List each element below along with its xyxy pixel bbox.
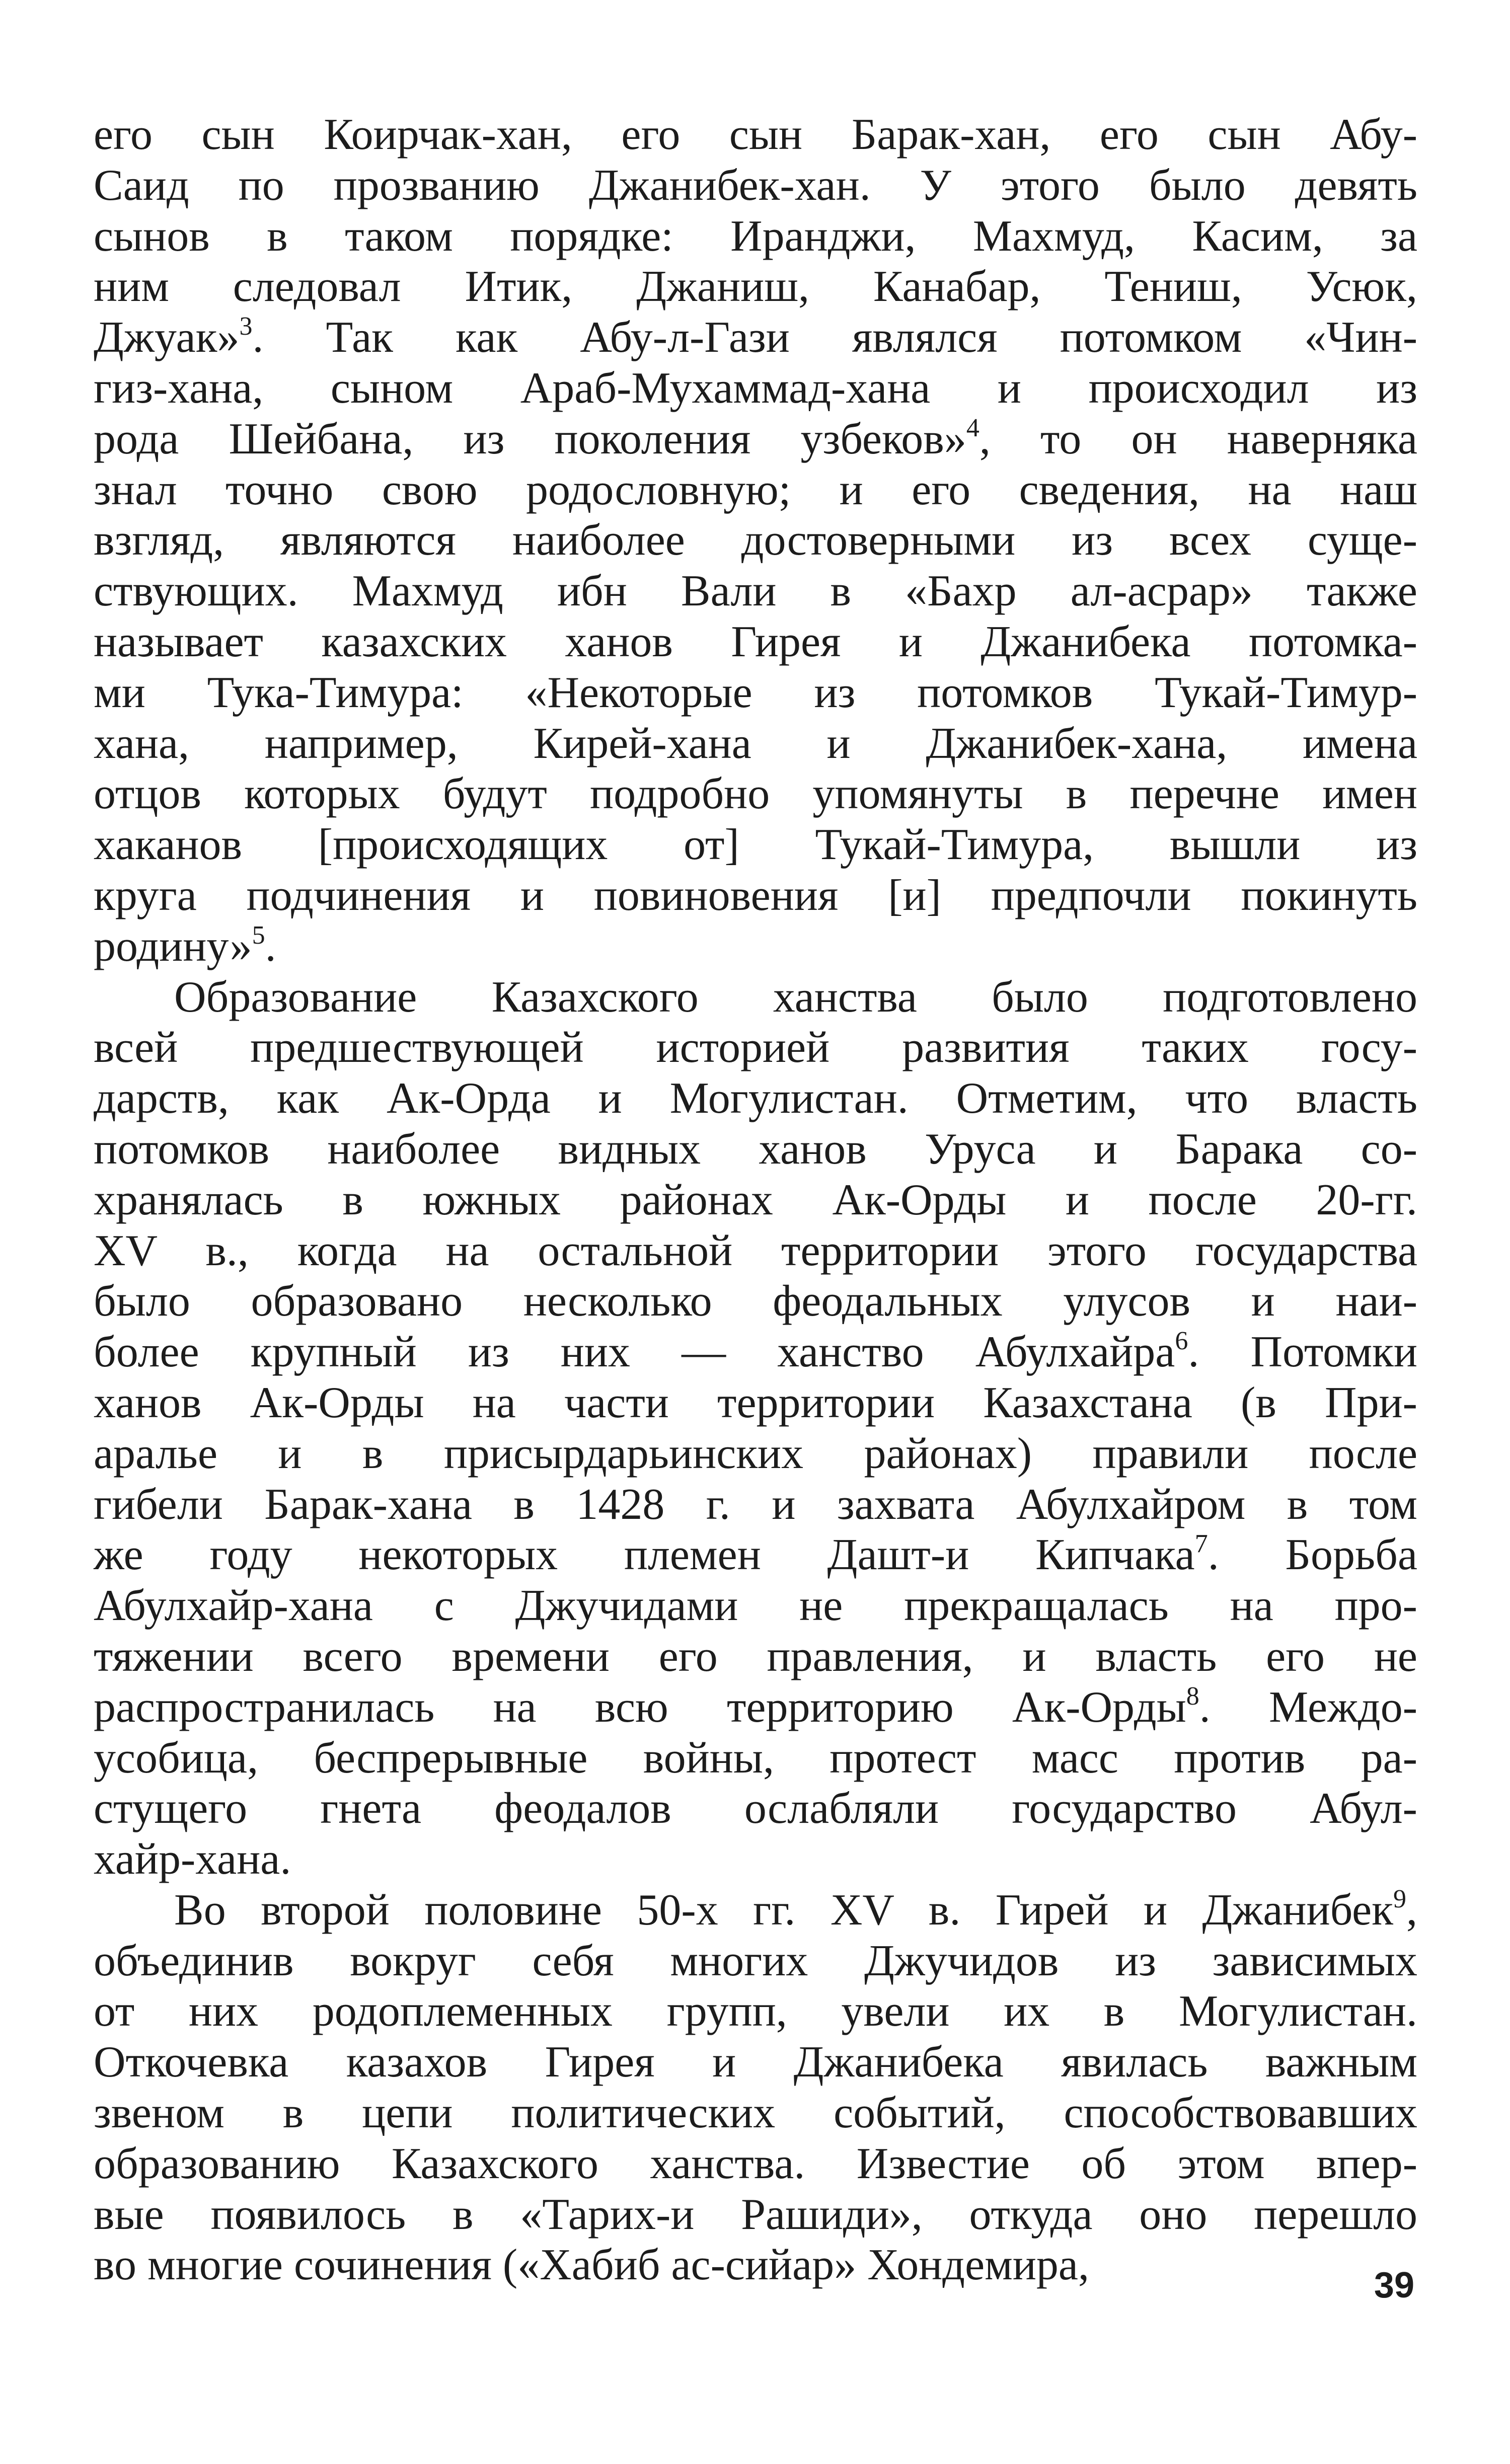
text-segment: всей предшествующей историей развития таких госу- (94, 1023, 1417, 1072)
text-segment: XV в., когда на остальной территории этого государства (94, 1226, 1417, 1275)
text-segment: звеном в цепи политических событий, способствовавших (94, 2089, 1417, 2138)
text-line (94, 921, 1417, 972)
text-segment: распространилась на всю территорию Ак-Орды (94, 1682, 1186, 1732)
text-segment: взгляд, являются наиболее достоверными из всех суще- (94, 516, 1417, 565)
text-segment: хаканов [происходящих от] Тукай-Тимура, вышли из (94, 820, 1417, 870)
text-segment: сынов в таком порядке: Иранджи, Махмуд, Касим, за (94, 211, 1417, 261)
footnote-ref: 9 (1393, 1884, 1406, 1913)
text-segment: во многие сочинения («Хабиб ас-сийар» Хондемира, (94, 2241, 1089, 2290)
text-line (94, 1733, 1417, 1784)
text-line (94, 414, 1417, 465)
text-segment: гибели Барак-хана в 1428 г. и захвата Абулхайром в том (94, 1480, 1417, 1529)
text-line (94, 1986, 1417, 2037)
paragraph (94, 110, 1417, 972)
text-segment: отцов которых будут подробно упомянуты в перечне имен (94, 769, 1417, 819)
text-segment: потомков наиболее видных ханов Уруса и Барака со- (94, 1124, 1417, 1174)
text-segment: . (265, 921, 276, 971)
text-segment: от них родоплеменных групп, увели их в Могулистан. (94, 1987, 1417, 2036)
paragraph (94, 1885, 1417, 2291)
text-line (94, 617, 1417, 668)
text-line (94, 1327, 1417, 1378)
text-line (94, 515, 1417, 566)
text-segment: Откочевка казахов Гирея и Джанибека явилась важным (94, 2038, 1417, 2087)
text-line (94, 262, 1417, 313)
text-line (94, 1124, 1417, 1175)
text-segment: называет казахских ханов Гирея и Джанибека потомка- (94, 617, 1417, 666)
text-segment: круга подчинения и повиновения [и] предпочли покинуть (94, 871, 1417, 920)
text-line (94, 2240, 1417, 2291)
text-line (94, 1378, 1417, 1429)
text-segment: Абулхайр-хана с Джучидами не прекращалась на про- (94, 1581, 1417, 1631)
text-segment: , (1406, 1885, 1417, 1935)
text-segment: хана, например, Кирей-хана и Джанибек-хана, имена (94, 719, 1417, 768)
text-segment: было образовано несколько феодальных улусов и наи- (94, 1277, 1417, 1326)
text-line (94, 1530, 1417, 1581)
text-line (94, 211, 1417, 262)
footnote-ref: 7 (1194, 1529, 1208, 1559)
text-segment: Во второй половине 50-х гг. XV в. Гирей и Джанибек (174, 1885, 1393, 1935)
text-segment: более крупный из них — ханство Абулхайра (94, 1328, 1175, 1377)
text-line (94, 2190, 1417, 2241)
text-line (94, 1632, 1417, 1682)
page-text (94, 110, 1417, 2291)
text-segment: тяжении всего времени его правления, и власть его не (94, 1632, 1417, 1681)
text-line (94, 1226, 1417, 1277)
text-line (94, 313, 1417, 363)
text-segment: . Так как Абу-л-Гази являлся потомком «Чин- (252, 313, 1417, 362)
text-line (94, 972, 1417, 1023)
text-segment: . Борьба (1207, 1530, 1418, 1580)
text-line (94, 668, 1417, 719)
text-segment: вые появилось в «Тарих-и Рашиди», откуда оно перешло (94, 2190, 1417, 2239)
text-line (94, 161, 1417, 211)
text-segment: родину» (94, 921, 252, 971)
footnote-ref: 6 (1175, 1327, 1188, 1356)
text-segment: его сын Коирчак-хан, его сын Барак-хан, его сын Абу- (94, 110, 1417, 159)
text-line (94, 1276, 1417, 1327)
text-segment: ствующих. Махмуд ибн Вали в «Бахр ал-асрар» также (94, 567, 1417, 616)
text-line (94, 110, 1417, 161)
text-line (94, 465, 1417, 516)
text-segment: объединив вокруг себя многих Джучидов из зависимых (94, 1936, 1417, 1985)
text-segment: Саид по прозванию Джанибек-хан. У этого было девять (94, 161, 1417, 210)
page-number: 39 (1374, 2265, 1414, 2305)
text-segment: же году некоторых племен Дашт-и Кипчака (94, 1530, 1195, 1580)
text-line (94, 871, 1417, 921)
text-segment: образованию Казахского ханства. Известие об этом впер- (94, 2139, 1417, 2188)
text-segment: хайр-хана. (94, 1835, 291, 1884)
text-segment: ханов Ак-Орды на части территории Казахстана (в При- (94, 1378, 1417, 1427)
text-segment: ним следовал Итик, Джаниш, Канабар, Тениш, Усюк, (94, 262, 1417, 312)
text-line (94, 2139, 1417, 2190)
text-line (94, 1429, 1417, 1480)
text-segment: Образование Казахского ханства было подготовлено (174, 972, 1417, 1022)
text-segment: рода Шейбана, из поколения узбеков» (94, 414, 966, 464)
text-segment: знал точно свою родословную; и его сведения, на наш (94, 465, 1417, 514)
text-segment: аралье и в присырдарьинских районах) правили после (94, 1429, 1417, 1478)
text-line (94, 1784, 1417, 1834)
text-line (94, 820, 1417, 871)
text-segment: , то он наверняка (979, 414, 1418, 464)
text-segment: дарств, как Ак-Орда и Могулистан. Отметим, что власть (94, 1074, 1417, 1123)
text-segment: . Потомки (1188, 1328, 1418, 1377)
text-segment: . Междо- (1199, 1682, 1417, 1732)
text-line (94, 1936, 1417, 1987)
text-line (94, 1073, 1417, 1124)
text-line (94, 1175, 1417, 1226)
text-line (94, 1480, 1417, 1530)
text-line (94, 363, 1417, 414)
footnote-ref: 3 (239, 312, 253, 341)
text-segment: Джуак» (94, 313, 240, 362)
text-line (94, 1834, 1417, 1885)
text-line (94, 566, 1417, 617)
footnote-ref: 4 (966, 413, 979, 442)
text-segment: ми Тука-Тимура: «Некоторые из потомков Тукай-Тимур- (94, 668, 1417, 717)
text-line (94, 1581, 1417, 1632)
text-line (94, 2037, 1417, 2088)
text-line (94, 719, 1417, 769)
text-segment: стущего гнета феодалов ослабляли государство Абул- (94, 1784, 1417, 1833)
text-segment: усобица, беспрерывные войны, протест масс против ра- (94, 1733, 1417, 1783)
text-line (94, 1682, 1417, 1733)
text-line (94, 769, 1417, 820)
text-line (94, 2088, 1417, 2139)
text-line (94, 1023, 1417, 1073)
footnote-ref: 8 (1186, 1681, 1199, 1711)
footnote-ref: 5 (252, 920, 265, 950)
paragraph (94, 972, 1417, 1885)
text-segment: хранялась в южных районах Ак-Орды и после 20-гг. (94, 1175, 1417, 1224)
text-segment: гиз-хана, сыном Араб-Мухаммад-хана и происходил из (94, 363, 1417, 413)
text-line (94, 1885, 1417, 1936)
